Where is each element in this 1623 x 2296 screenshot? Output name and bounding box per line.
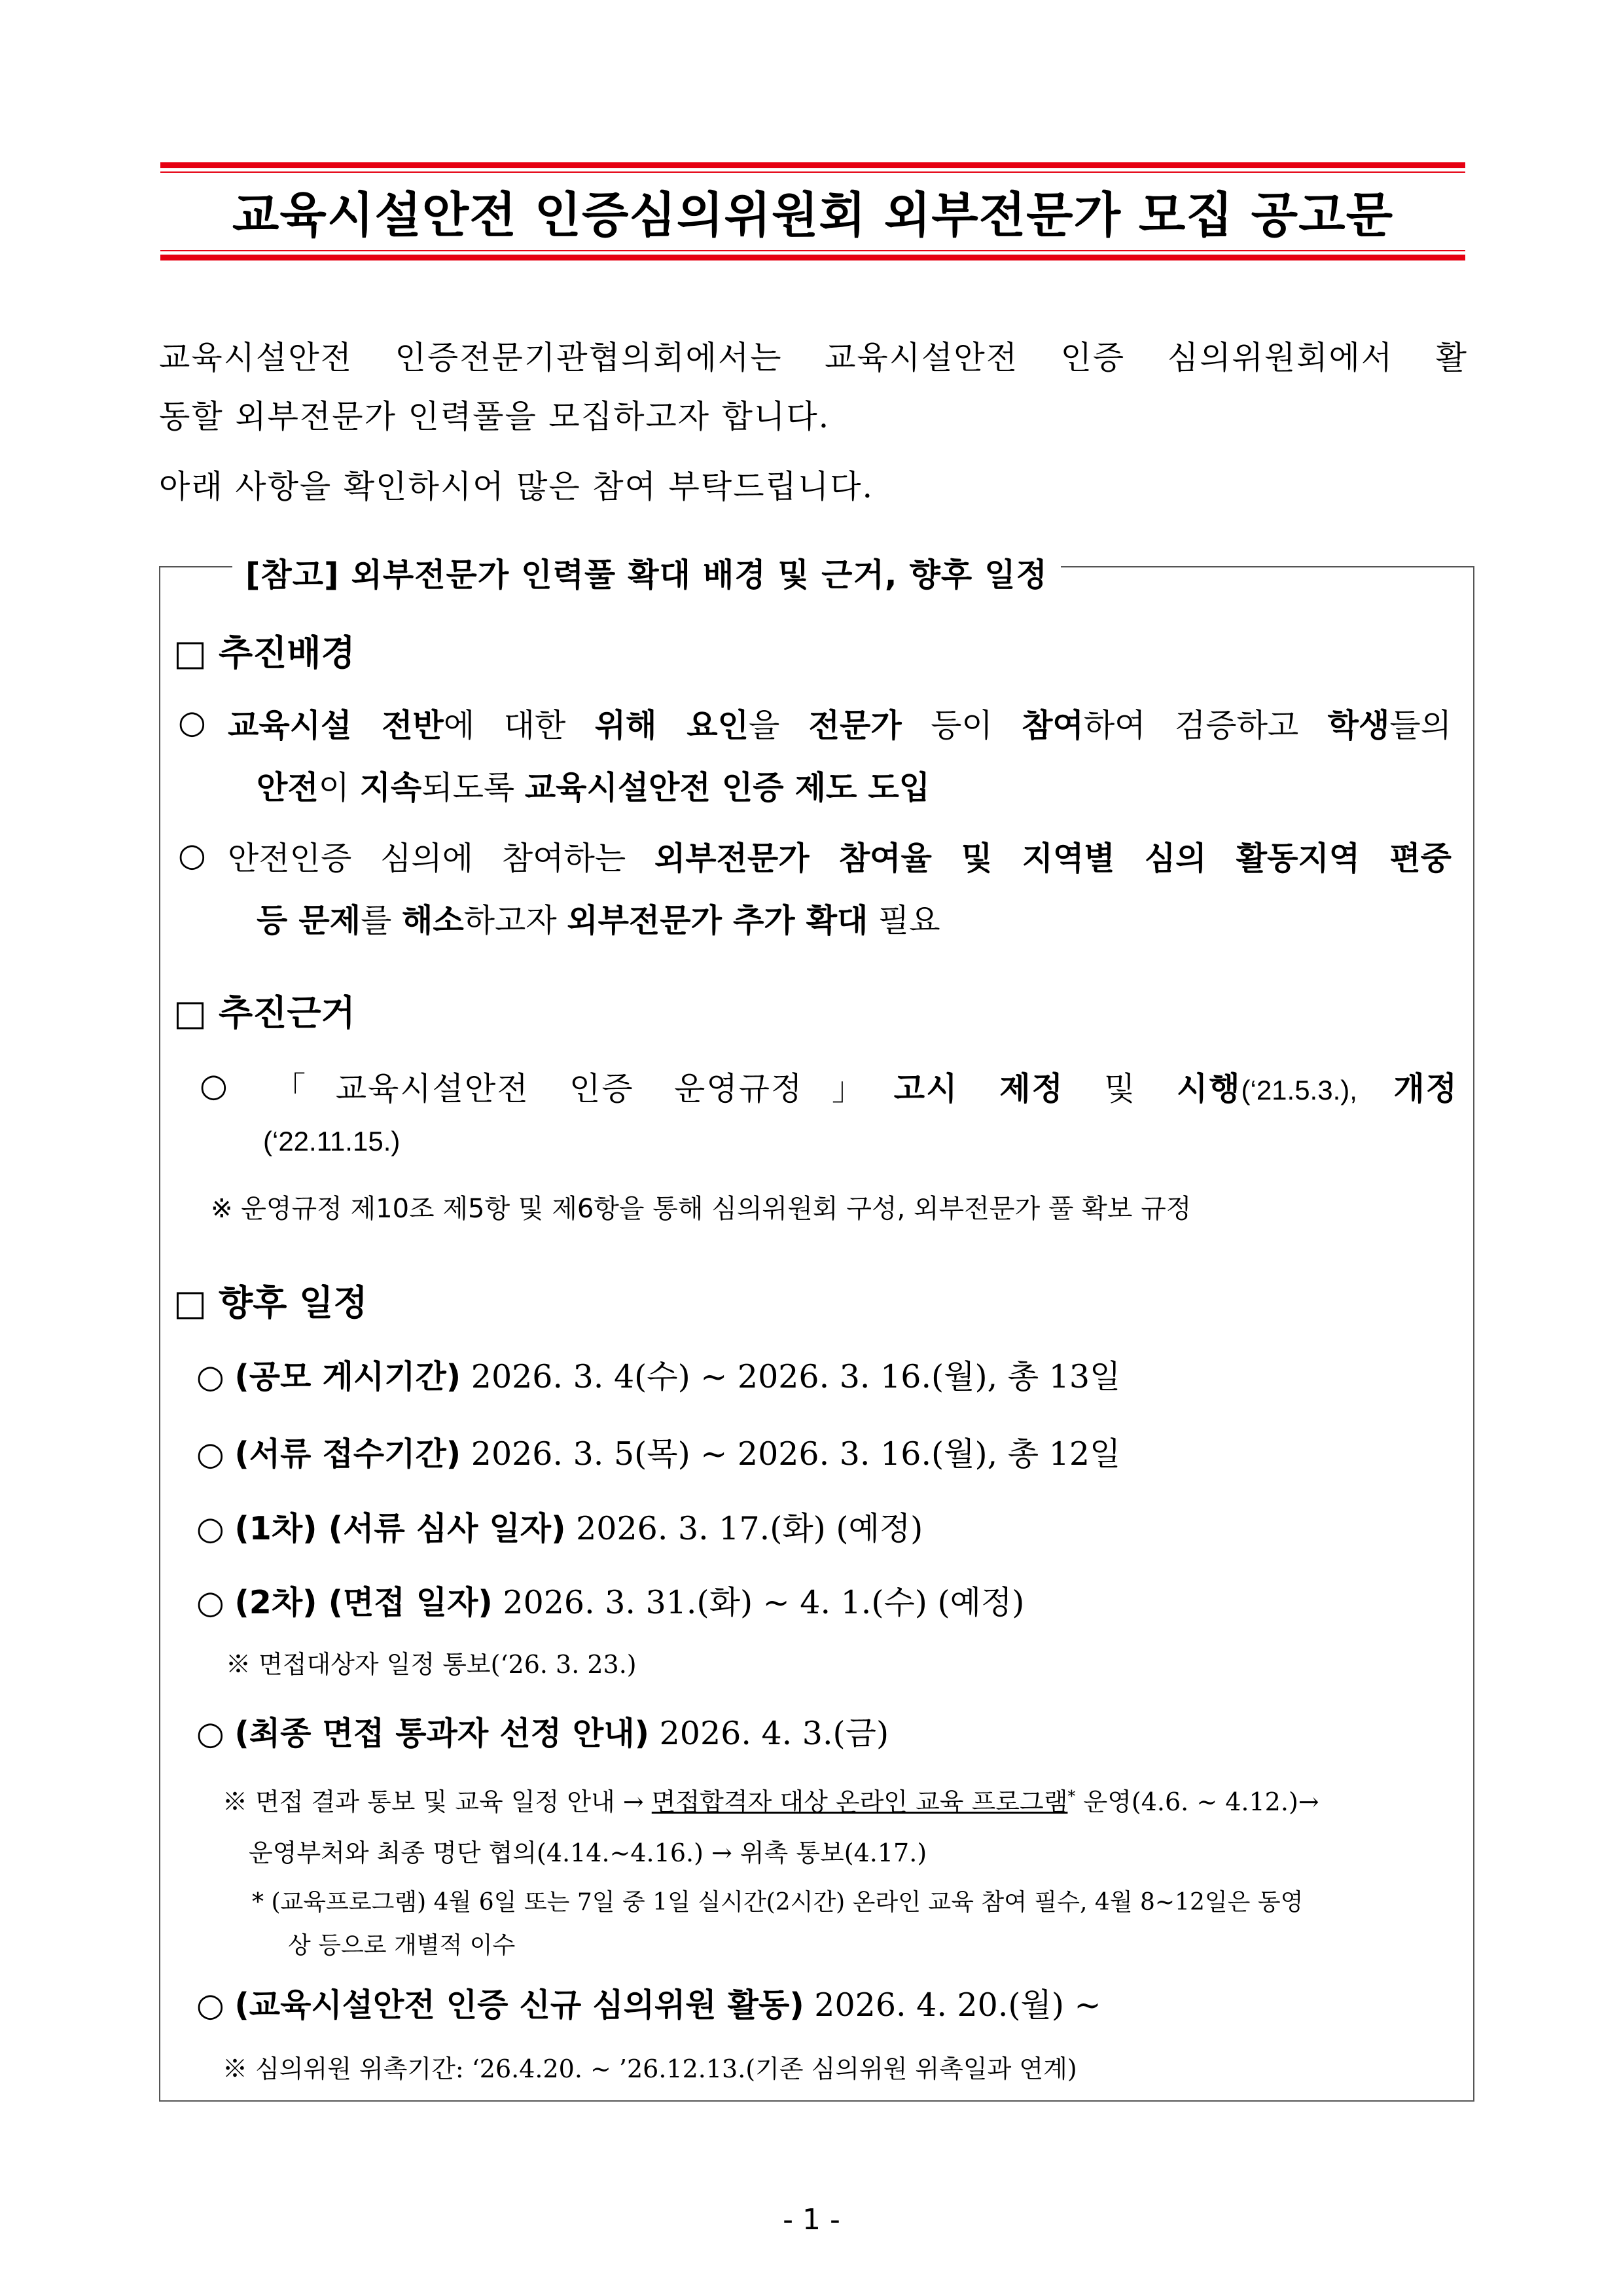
interview-note: ※ 면접대상자 일정 통보(‘26. 3. 23.) (226, 1650, 637, 1679)
note-text: 운영(4.6. ~ 4.12.)→ (1075, 1787, 1319, 1816)
section-heading-basis (173, 985, 355, 1035)
bullet-circle-icon: ○ (200, 1067, 228, 1104)
emphasis-text: 해소 (401, 902, 464, 939)
emphasis-text: 학생 (1327, 707, 1390, 744)
schedule-label: (서류 접수기간) (234, 1435, 461, 1473)
schedule-label: (공모 게시기간) (234, 1358, 461, 1395)
emphasis-text: 등 문제 (257, 902, 361, 939)
schedule-value: 2026. 3. 31.(화) ~ 4. 1.(수) (예정) (492, 1584, 1025, 1621)
basis-item-1-line-2: (‘22.11.15.) (263, 1126, 401, 1157)
section-heading-schedule (173, 1275, 368, 1325)
schedule-item-1 (196, 1352, 1120, 1397)
final-note-line-2: 운영부처와 최종 명단 협의(4.14.~4.16.) → 위촉 통보(4.17.) (249, 1839, 927, 1867)
bullet-circle-icon: ○ (178, 836, 206, 874)
checkbox-square-icon: □ (173, 992, 207, 1033)
plain-text: 를 (361, 902, 402, 939)
emphasis-text: 지속 (359, 769, 422, 806)
schedule-label: (1차) (서류 심사 일자) (234, 1510, 566, 1547)
schedule-item-2 (196, 1429, 1120, 1475)
bullet-circle-icon: ○ (196, 1358, 224, 1395)
document-title: 교육시설안전 인증심의위원회 외부전문가 모집 공고문 (232, 187, 1394, 243)
schedule-value: 2026. 3. 4(수) ~ 2026. 3. 16.(월), 총 13일 (461, 1358, 1121, 1395)
final-note-line-1 (223, 1782, 1319, 1818)
plain-text: 에 대한 (443, 707, 595, 744)
basis-item-1-line-1 (274, 1064, 1458, 1109)
basis-note: ※ 운영규정 제10조 제5항 및 제6항을 통해 심의위원회 구성, 외부전문가 풀 확보 규정 (211, 1194, 1192, 1224)
new-member-note: ※ 심의위원 위촉기간: ‘26.4.20. ~ ’26.12.13.(기존 심의위원 위촉일과 연계) (223, 2054, 1077, 2083)
plain-text: 을 (748, 707, 809, 744)
section-heading-text: 향후 일정 (219, 1282, 368, 1323)
bullet-circle-icon: ○ (196, 1584, 224, 1621)
schedule-label: (2차) (면접 일자) (234, 1584, 493, 1621)
reference-box-title: [참고] 외부전문가 인력풀 확대 배경 및 근거, 향후 일정 (232, 550, 1061, 596)
background-item-1-line-1 (228, 700, 1452, 746)
date-text: (‘21.5.3.), (1241, 1075, 1394, 1105)
bullet-circle-icon: ○ (196, 1510, 224, 1547)
schedule-item-4 (196, 1577, 1024, 1623)
schedule-value: 2026. 4. 3.(금) (649, 1715, 889, 1752)
intro-line-3: 아래 사항을 확인하시어 많은 참여 부탁드립니다. (159, 468, 874, 505)
background-item-2-line-2 (257, 895, 940, 941)
emphasis-text: 참여 (1022, 707, 1084, 744)
schedule-final (196, 1708, 889, 1754)
bullet-circle-icon: ○ (196, 1715, 224, 1752)
regulation-name: 「교육시설안전 인증 운영규정」 (274, 1070, 894, 1107)
background-item-2-line-1 (228, 833, 1452, 879)
footnote-marker: * (1067, 1787, 1076, 1806)
plain-text: 되도록 (421, 769, 525, 806)
emphasis-text: 교육시설 전반 (228, 707, 444, 744)
plain-text: 및 (1063, 1070, 1177, 1107)
plain-text: 이 (318, 769, 360, 806)
schedule-item-3 (196, 1503, 923, 1549)
section-heading-text: 추진배경 (219, 632, 355, 673)
schedule-new-member (196, 1980, 1101, 2026)
page-number: - 1 - (783, 2203, 840, 2236)
checkbox-square-icon: □ (173, 1282, 207, 1323)
checkbox-square-icon: □ (173, 632, 207, 673)
plain-text: 안전인증 심의에 참여하는 (228, 840, 654, 877)
emphasis-text: 안전 (257, 769, 319, 806)
title-banner (160, 162, 1465, 260)
bullet-circle-icon: ○ (178, 704, 206, 741)
plain-text: 필요 (868, 902, 940, 939)
plain-text: 하고자 (463, 902, 567, 939)
bullet-circle-icon: ○ (196, 1986, 224, 2024)
emphasis-text: 전문가 (808, 707, 902, 744)
emphasis-text: 개정 (1393, 1070, 1458, 1107)
plain-text: 등이 (901, 707, 1022, 744)
schedule-value: 2026. 3. 5(목) ~ 2026. 3. 16.(월), 총 12일 (461, 1435, 1121, 1473)
emphasis-text: 위해 요인 (594, 707, 749, 744)
education-program-text: 면접합격자 대상 온라인 교육 프로그램 (651, 1787, 1068, 1816)
emphasis-text: 교육시설안전 인증 제도 도입 (524, 769, 931, 806)
schedule-value: 2026. 4. 20.(월) ~ (804, 1986, 1101, 2024)
emphasis-text: 외부전문가 참여율 및 지역별 심의 활동지역 편중 (654, 840, 1452, 877)
plain-text: 들의 (1389, 707, 1452, 744)
emphasis-text: 외부전문가 추가 확대 (567, 902, 868, 939)
program-note-line-1: * (교육프로그램) 4월 6일 또는 7일 중 1일 실시간(2시간) 온라인 교육 참여 필수, 4월 8~12일은 동영 (252, 1889, 1304, 1916)
emphasis-text: 시행 (1176, 1070, 1241, 1107)
intro-line-2: 동할 외부전문가 인력풀을 모집하고자 합니다. (159, 398, 830, 435)
section-heading-text: 추진근거 (219, 992, 355, 1033)
bullet-circle-icon: ○ (196, 1435, 224, 1473)
section-heading-background (173, 625, 355, 675)
note-text: ※ 면접 결과 통보 및 교육 일정 안내 → (223, 1787, 652, 1816)
emphasis-text: 고시 제정 (893, 1070, 1064, 1107)
plain-text: 하여 검증하고 (1083, 707, 1328, 744)
schedule-value: 2026. 3. 17.(화) (예정) (565, 1510, 923, 1547)
background-item-1-line-2 (257, 762, 930, 808)
schedule-label: (최종 면접 통과자 선정 안내) (234, 1715, 650, 1752)
schedule-label: (교육시설안전 인증 신규 심의위원 활동) (234, 1986, 804, 2024)
intro-line-1: 교육시설안전 인증전문기관협의회에서는 교육시설안전 인증 심의위원회에서 활 (159, 339, 1468, 376)
program-note-line-2: 상 등으로 개별적 이수 (288, 1932, 516, 1959)
